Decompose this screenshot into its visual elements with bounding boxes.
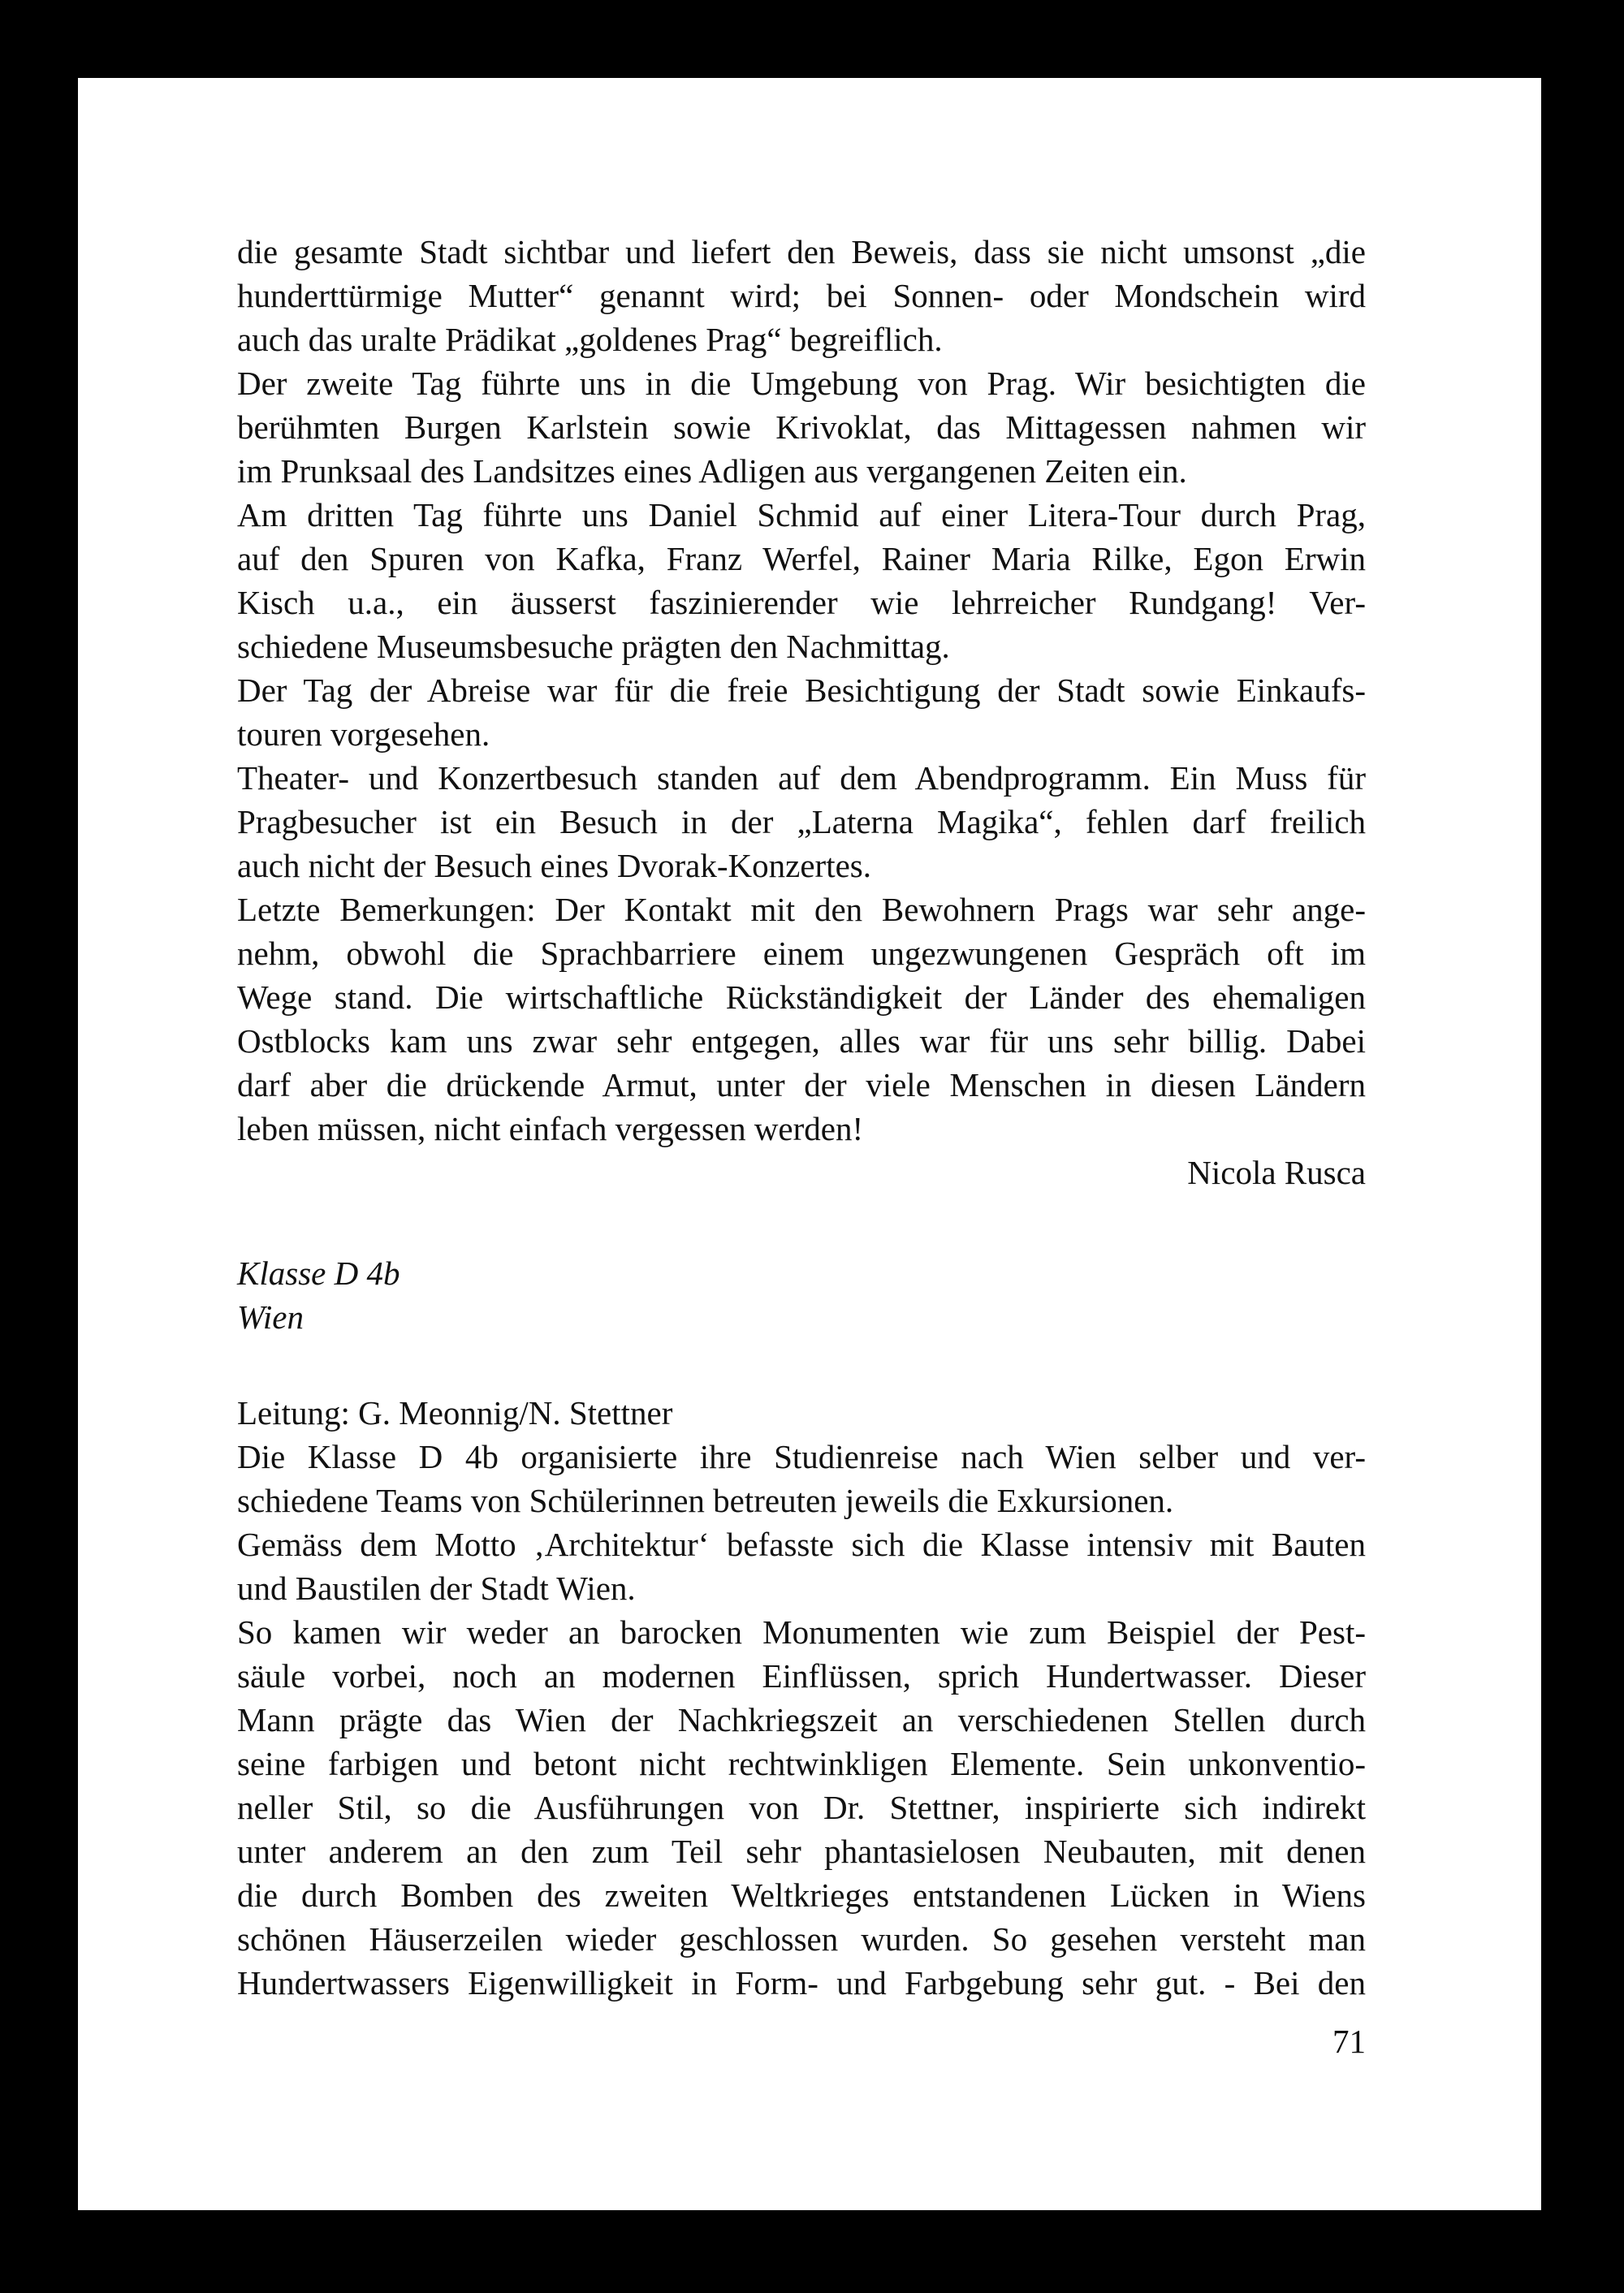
text-line: hunderttürmige Mutter“ genannt wird; bei Sonnen- oder Mondschein wird: [237, 277, 1366, 314]
text-line: Kisch u.a., ein äusserst faszinierender wie lehrreicher Rundgang! Ver-: [237, 584, 1366, 621]
document-page: [78, 78, 1541, 2210]
text-line: Wege stand. Die wirtschaftliche Rückständigkeit der Länder des ehemaligen: [237, 978, 1366, 1016]
text-line: schönen Häuserzeilen wieder geschlossen wurden. So gesehen versteht man: [237, 1920, 1366, 1958]
text-line: Ostblocks kam uns zwar sehr entgegen, alles war für uns sehr billig. Dabei: [237, 1022, 1366, 1060]
text-line: unter anderem an den zum Teil sehr phantasielosen Neubauten, mit denen: [237, 1833, 1366, 1870]
city-heading: Wien: [237, 1298, 304, 1336]
text-line: Theater- und Konzertbesuch standen auf dem Abendprogramm. Ein Muss für: [237, 759, 1366, 797]
section-heading: [237, 1251, 1366, 1339]
text-line: nehm, obwohl die Sprachbarriere einem ungezwungenen Gespräch oft im: [237, 935, 1366, 972]
text-line: Der zweite Tag führte uns in die Umgebung von Prag. Wir besichtigten die: [237, 365, 1366, 402]
text-line: Pragbesucher ist ein Besuch in der „Laterna Magika“, fehlen darf freilich: [237, 803, 1366, 840]
page-number: 71: [1332, 2023, 1366, 2060]
text-line: Hundertwassers Eigenwilligkeit in Form- und Farbgebung sehr gut. - Bei den: [237, 1964, 1366, 2002]
text-line: seine farbigen und betont nicht rechtwinkligen Elemente. Sein unkonventio-: [237, 1745, 1366, 1782]
text-line: die durch Bomben des zweiten Weltkrieges entstandenen Lücken in Wiens: [237, 1876, 1366, 1914]
text-line: berühmten Burgen Karlstein sowie Krivoklat, das Mittagessen nahmen wir: [237, 408, 1366, 446]
text-line: Letzte Bemerkungen: Der Kontakt mit den Bewohnern Prags war sehr ange-: [237, 891, 1366, 928]
text-line: leben müssen, nicht einfach vergessen werden!: [237, 1110, 864, 1147]
prague-report-text: [237, 230, 1366, 1194]
text-line: auch nicht der Besuch eines Dvorak-Konzertes.: [237, 847, 871, 884]
text-line: Mann prägte das Wien der Nachkriegszeit an verschiedenen Stellen durch: [237, 1701, 1366, 1738]
text-line: schiedene Teams von Schülerinnen betreuten jeweils die Exkursionen.: [237, 1482, 1174, 1519]
text-line: Die Klasse D 4b organisierte ihre Studienreise nach Wien selber und ver-: [237, 1438, 1366, 1475]
text-line: auf den Spuren von Kafka, Franz Werfel, Rainer Maria Rilke, Egon Erwin: [237, 540, 1366, 577]
text-line: So kamen wir weder an barocken Monumenten wie zum Beispiel der Pest-: [237, 1613, 1366, 1651]
text-line: säule vorbei, noch an modernen Einflüssen, sprich Hundertwasser. Dieser: [237, 1657, 1366, 1695]
vienna-report-text: [237, 1391, 1366, 2005]
text-line: Am dritten Tag führte uns Daniel Schmid auf einer Litera-Tour durch Prag,: [237, 496, 1366, 533]
text-line: neller Stil, so die Ausführungen von Dr. Stettner, inspirierte sich indirekt: [237, 1789, 1366, 1826]
text-line: Der Tag der Abreise war für die freie Besichtigung der Stadt sowie Einkaufs-: [237, 671, 1366, 709]
text-line: schiedene Museumsbesuche prägten den Nachmittag.: [237, 628, 950, 665]
author-signature: Nicola Rusca: [1187, 1154, 1366, 1191]
text-line: im Prunksaal des Landsitzes eines Adligen aus vergangenen Zeiten ein.: [237, 452, 1187, 490]
text-line: die gesamte Stadt sichtbar und liefert den Beweis, dass sie nicht umsonst „die: [237, 233, 1366, 270]
text-line: Gemäss dem Motto ‚Architektur‘ befasste sich die Klasse intensiv mit Bauten: [237, 1526, 1366, 1563]
text-line: und Baustilen der Stadt Wien.: [237, 1570, 636, 1607]
text-line: darf aber die drückende Armut, unter der viele Menschen in diesen Ländern: [237, 1066, 1366, 1103]
text-line: touren vorgesehen.: [237, 715, 490, 753]
text-line: Leitung: G. Meonnig/N. Stettner: [237, 1394, 673, 1432]
class-heading: Klasse D 4b: [237, 1254, 400, 1292]
text-line: auch das uralte Prädikat „goldenes Prag“ begreiflich.: [237, 321, 943, 358]
